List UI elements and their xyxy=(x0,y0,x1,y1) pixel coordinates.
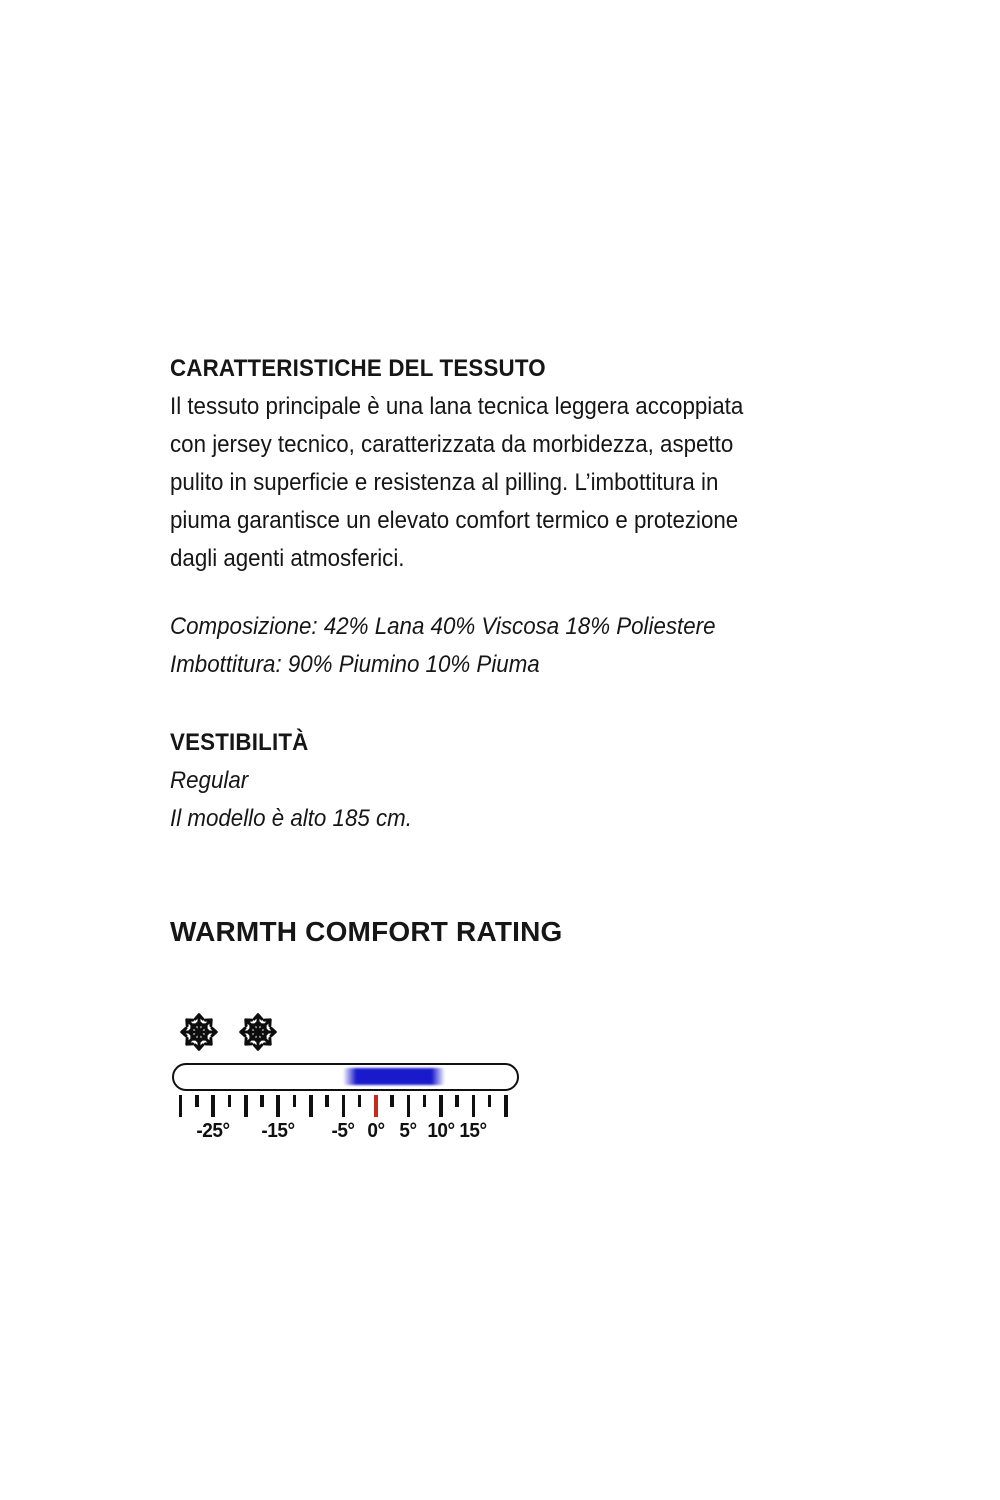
zero-degree-tick xyxy=(374,1095,378,1117)
degree-label: 10° xyxy=(427,1120,455,1142)
scale-tick xyxy=(358,1095,362,1107)
padding-line: Imbottitura: 90% Piumino 10% Piuma xyxy=(170,651,540,678)
scale-tick xyxy=(211,1095,215,1117)
degree-label: 5° xyxy=(399,1120,417,1142)
scale-tick xyxy=(455,1095,459,1107)
temperature-scale xyxy=(170,1063,522,1149)
scale-track xyxy=(172,1063,519,1091)
snowflake-rating xyxy=(176,1008,950,1056)
warmth-section-title: WARMTH COMFORT RATING xyxy=(170,916,563,947)
scale-tick xyxy=(423,1095,427,1107)
composition-line: Composizione: 42% Lana 40% Viscosa 18% Poliestere xyxy=(170,613,716,640)
model-height: Il modello è alto 185 cm. xyxy=(170,805,412,832)
scale-tick xyxy=(293,1095,297,1107)
composition-block xyxy=(170,608,895,684)
description-line: con jersey tecnico, caratterizzata da morbidezza, aspetto xyxy=(170,431,734,458)
scale-tick xyxy=(342,1095,346,1117)
fit-block xyxy=(170,762,895,838)
product-description-section xyxy=(170,350,950,1149)
scale-tick xyxy=(276,1095,280,1117)
degree-label: -5° xyxy=(331,1120,355,1142)
description-line: piuma garantisce un elevato comfort termico e protezione xyxy=(170,507,739,534)
fabric-description xyxy=(170,388,895,578)
scale-tick xyxy=(407,1095,411,1117)
fabric-section-title: CARATTERISTICHE DEL TESSUTO xyxy=(170,355,546,382)
fit-value: Regular xyxy=(170,767,249,794)
scale-tick xyxy=(488,1095,492,1107)
scale-tick xyxy=(325,1095,329,1107)
description-line: Il tessuto principale è una lana tecnica leggera accoppiata xyxy=(170,393,744,420)
degree-label: -25° xyxy=(196,1120,230,1142)
fit-section-title: VESTIBILITÀ xyxy=(170,729,309,756)
scale-tick xyxy=(195,1095,199,1107)
degree-label: -15° xyxy=(261,1120,295,1142)
scale-tick xyxy=(390,1095,394,1107)
degree-label: 0° xyxy=(367,1120,385,1142)
scale-tick xyxy=(179,1095,183,1117)
scale-ticks xyxy=(170,1095,522,1117)
scale-labels xyxy=(170,1120,522,1144)
scale-tick xyxy=(504,1095,508,1117)
comfort-range-bar xyxy=(343,1068,445,1085)
scale-tick xyxy=(244,1095,248,1117)
description-line: dagli agenti atmosferici. xyxy=(170,545,405,572)
scale-tick xyxy=(228,1095,232,1107)
description-line: pulito in superficie e resistenza al pilling. L’imbottitura in xyxy=(170,469,719,496)
snowflake-icon xyxy=(176,1009,222,1055)
scale-tick xyxy=(472,1095,476,1117)
scale-tick xyxy=(260,1095,264,1107)
scale-tick xyxy=(439,1095,443,1117)
degree-label: 15° xyxy=(459,1120,488,1142)
snowflake-icon xyxy=(235,1009,281,1055)
scale-tick xyxy=(309,1095,313,1117)
